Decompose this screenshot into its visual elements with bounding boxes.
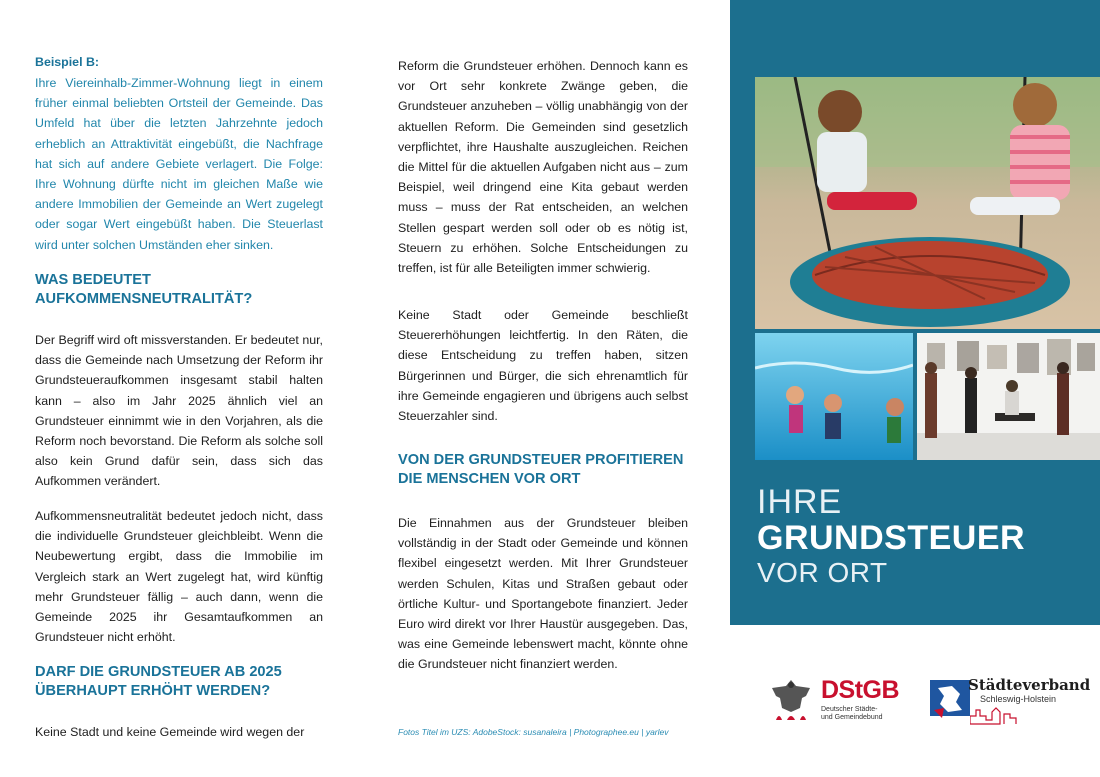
playground-swing-photo [755, 77, 1100, 329]
photo-credits: Fotos Titel im UZS: AdobeStock: susanaleira | Photographee.eu | yarlev [398, 727, 669, 737]
paragraph-revenue-use: Die Einnahmen aus der Grundsteuer bleiben vollständig in der Stadt oder Gemeinde und können flexibel eingesetzt werden. Mit Ihrer Grundsteuer werden Schulen, Kitas und Straßen gebaut oder örtliche Kultur- und Sportangebote finanziert. Jeder Euro wird direkt vor Ihrer Haustür ausgegeben. Das, was eine Gemeinde lebenswert macht, könnte ohne die Grundsteuer nicht finanziert werden. [398, 516, 688, 672]
example-title: Beispiel B: [35, 55, 100, 69]
staedteverband-name: Städteverband [968, 676, 1091, 694]
cover-title [757, 484, 1025, 590]
example-text: Ihre Viereinhalb-Zimmer-Wohnung liegt in einem früher einmal beliebten Ortsteil der Gemeinde. Das Umfeld hat über die letzten Jahrzehnte jedoch erheblich an Attraktivität eingebüßt, die Nachfrage hat sich auf andere Gebiete verlagert. Die Folge: Ihre Wohnung dürfte nicht im gleichen Maße wie andere Immobilien der Gemeinde an Wert zugelegt oder sogar Wert eingebüßt haben. Die Steuerlast wird unter solchen Umständen eher sinken. [35, 76, 323, 252]
cover-title-line2: GRUNDSTEUER [757, 519, 1026, 557]
heading-aufkommensneutralitaet: WAS BEDEUTET AUFKOMMENSNEUTRALITÄT? [35, 272, 253, 307]
paragraph-reform-start: Keine Stadt und keine Gemeinde wird wegen der [35, 725, 305, 739]
paragraph-councils: Keine Stadt oder Gemeinde beschließt Steuererhöhungen leichtfertig. In den Räten, die diese Entscheidung zu treffen haben, sitzen Bürgerinnen und Bürger, die sich ehrenamtlich für ihre Gemeinde engagieren und übrigens auch selbst Steuerzahler sind. [398, 308, 688, 424]
swimming-pool-photo [755, 333, 913, 460]
paragraph-individual-tax: Aufkommensneutralität bedeutet jedoch nicht, dass die individuelle Grundsteuer gleichbleibt. Wenn die Neubewertung ergibt, dass die Immobilie im Vergleich stark an Wert zugelegt hat, wird künftig mehr Grundsteuer fällig – auch dann, wenn die Gemeinde 2025 ihr Gesamtaufkommen an Grundsteuer nicht erhöht. [35, 509, 323, 645]
art-gallery-photo [917, 333, 1100, 460]
cover-title-line1: IHRE [757, 483, 843, 521]
eagle-icon [766, 676, 816, 726]
dstgb-wordmark: DStGB [821, 676, 900, 704]
staedteverband-logo [930, 676, 1091, 728]
heading-profit-local: VON DER GRUNDSTEUER PROFITIEREN DIE MENSCHEN VOR ORT [398, 452, 684, 487]
paragraph-reform-continued: Reform die Grundsteuer erhöhen. Dennoch kann es vor Ort sehr konkrete Zwänge geben, die Grundsteuer anzuheben – völlig unabhängig von der aktuellen Reform. Die Gemeinden sind gesetzlich verpflichtet, ihre Haushalte auszugleichen. Reichen die Mittel für die aktuellen Aufgaben nicht aus – zum Beispiel, weil dringend eine Kita gebaut werden muss – muss der Rat entscheiden, an welchen Stellen gespart werden soll oder ob es nötig ist, Steuern zu erhöhen. Solche Entscheidungen zu treffen, ist für alle Beteiligten immer schwierig. [398, 59, 688, 276]
skyline-icon [970, 706, 1050, 726]
dstgb-logo [766, 676, 900, 726]
map-icon [930, 680, 970, 720]
cover-title-line3: VOR ORT [757, 557, 888, 588]
heading-erhoehung-2025: DARF DIE GRUNDSTEUER AB 2025 ÜBERHAUPT ERHÖHT WERDEN? [35, 664, 282, 699]
staedteverband-subtitle: Schleswig-Holstein [980, 694, 1057, 704]
paragraph-definition: Der Begriff wird oft missverstanden. Er bedeutet nur, dass die Gemeinde nach Umsetzung der Reform ihr Grundsteueraufkommen insgesamt stabil halten kann – also im Jahr 2025 ähnlich viel an Grundsteuer einnimmt wie in den Vorjahren, als die Reform noch bevorstand. Die Reform als solche soll also kein Grund dafür sein, dass sich das Aufkommen verändert. [35, 333, 323, 489]
dstgb-subtitle: Deutscher Städte- und Gemeindebund [821, 706, 883, 721]
